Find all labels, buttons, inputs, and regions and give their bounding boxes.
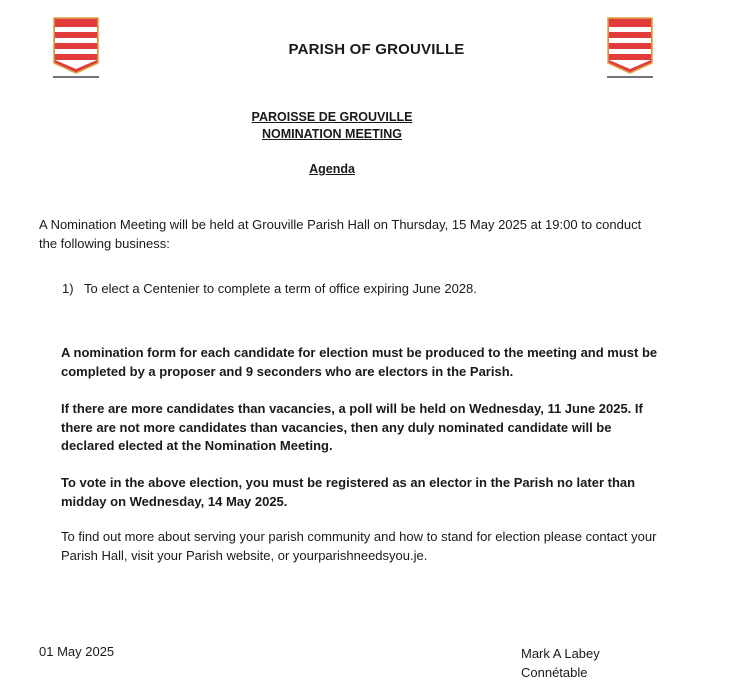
voter-registration-notice: To vote in the above election, you must be registered as an elector in the Parish no later than midday on Wednesday, 14 May 2025. xyxy=(61,475,636,509)
signatory-title: Connétable xyxy=(521,665,588,680)
intro-paragraph: A Nomination Meeting will be held at Grouville Parish Hall on Thursday, 15 May 2025 at 19:00 to conduct the following business: xyxy=(39,217,642,251)
info-paragraph: To find out more about serving your parish community and how to stand for election please contact your Parish Hall, visit your Parish website, or yourparishneedsyou.je. xyxy=(61,529,657,563)
poll-notice: If there are more candidates than vacancies, a poll will be held on Wednesday, 11 June 2025. If there are not more candidates than vacancies, then any duly nominated candidate will be declared elected at the Nomination Meeting. xyxy=(61,401,643,453)
document-date: 01 May 2025 xyxy=(39,644,115,659)
agenda-item-number: 1) xyxy=(62,281,74,296)
signatory-name: Mark A Labey xyxy=(521,646,600,661)
meeting-subtitle: NOMINATION MEETING xyxy=(261,127,403,141)
agenda-item-text: To elect a Centenier to complete a term of office expiring June 2028. xyxy=(84,281,477,296)
signature-block xyxy=(521,644,600,682)
agenda-heading: Agenda xyxy=(309,162,355,176)
nomination-form-notice: A nomination form for each candidate for election must be produced to the meeting and must be completed by a proposer and 9 seconders who are electors in the Parish. xyxy=(61,345,658,379)
page-title: PARISH OF GROUVILLE xyxy=(288,41,465,58)
agenda-item xyxy=(62,280,682,299)
french-subtitle: PAROISSE DE GROUVILLE xyxy=(251,110,413,124)
